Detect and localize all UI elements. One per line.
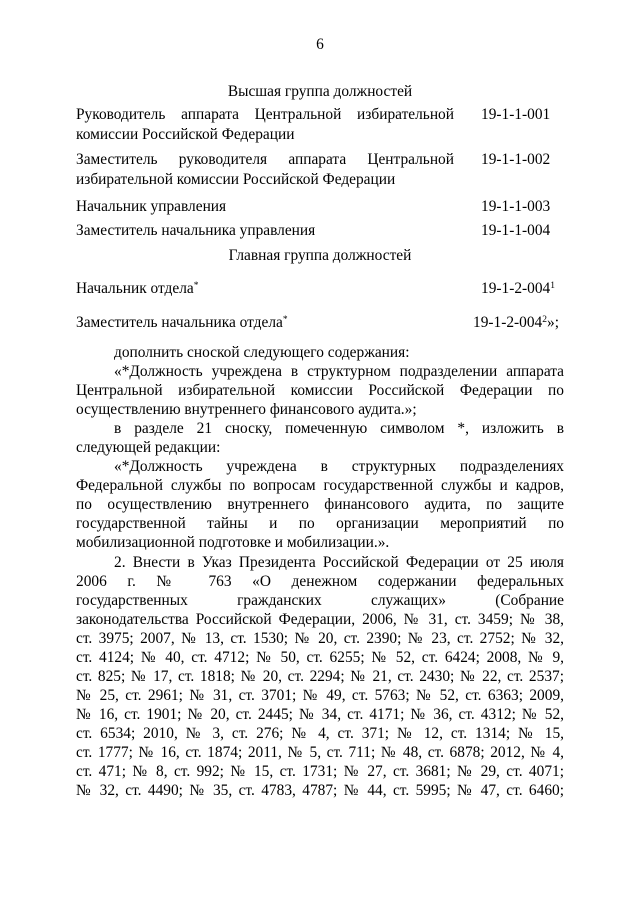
position-name: Заместитель начальника отдела — [76, 314, 283, 331]
page-number: 6 — [316, 36, 324, 53]
position-code-text: 19-1-2-004 — [481, 280, 551, 297]
position-name — [76, 105, 454, 145]
position-code — [473, 313, 559, 333]
position-code: 19-1-1-002 — [481, 151, 551, 168]
position-code-text: 19-1-2-004 — [473, 314, 543, 331]
position-code: 19-1-1-001 — [481, 106, 551, 123]
position-entry — [76, 279, 198, 299]
text-line: 2006 г. № 763 «О денежном содержании федеральных — [76, 572, 564, 590]
text-line: «*Должность учреждена в структурном подразделении аппарата — [114, 363, 564, 381]
text-line: следующей редакции: — [76, 439, 221, 457]
text-line: государственной тайны и по организации мероприятий по — [76, 515, 564, 533]
position-code: 19-1-1-004 — [481, 222, 551, 239]
text-line: 2. Внести в Указ Президента Российской Федерации от 25 июля — [114, 553, 564, 571]
paragraph — [76, 343, 564, 362]
text-line: «*Должность учреждена в структурных подразделениях — [114, 458, 564, 476]
position-name-line: Руководитель аппарата Центральной избирательной — [76, 106, 454, 123]
text-line: Федеральной службы по вопросам государственной службы и кадров, — [76, 477, 564, 495]
text-line: ст. 4124; № 40, ст. 4712; № 50, ст. 6255; № 52, ст. 6424; 2008, № 9, — [76, 648, 564, 666]
position-name — [76, 221, 454, 241]
footnote-mark: 2 — [542, 315, 547, 325]
text-line: ст. 471; № 8, ст. 992; № 15, ст. 1731; № 27, ст. 3681; № 29, ст. 4071; — [76, 763, 564, 781]
position-code: 19-1-1-003 — [481, 198, 551, 215]
position-entry — [76, 197, 454, 217]
position-name: Начальник отдела — [76, 280, 194, 297]
position-entry — [76, 221, 454, 241]
text-line: в разделе 21 сноску, помеченную символом *, изложить в — [114, 420, 564, 438]
text-line: мобилизационной подготовке и мобилизации.». — [76, 534, 390, 552]
text-line: № 32, ст. 4490; № 35, ст. 4783, 4787; № 44, ст. 5995; № 47, ст. 6460; — [76, 782, 564, 800]
paragraph — [76, 457, 564, 552]
position-entry — [76, 150, 454, 190]
text-line: по осуществлению внутреннего финансового аудита, по защите — [76, 496, 564, 514]
text-line: ст. 6534; 2010, № 3, ст. 276; № 4, ст. 371; № 12, ст. 1314; № 15, — [76, 724, 564, 742]
text-line: № 25, ст. 2961; № 31, ст. 3701; № 49, ст. 5763; № 52, ст. 6363; 2009, — [76, 686, 564, 704]
group-heading-highest: Высшая группа должностей — [227, 83, 413, 100]
position-name-line: избирательной комиссии Российской Федерации — [76, 171, 396, 188]
position-name-line: Начальник управления — [76, 198, 227, 215]
text-line: ст. 1777; № 16, ст. 1874; 2011, № 5, ст. 711; № 48, ст. 6878; 2012, № 4, — [76, 743, 564, 761]
text-line: Центральной избирательной комиссии Российской Федерации по — [76, 382, 564, 400]
position-name-line: Заместитель руководителя аппарата Центральной — [76, 151, 454, 168]
text-line: ст. 825; № 17, ст. 1818; № 20, ст. 2294; № 21, ст. 2430; № 22, ст. 2537; — [76, 667, 564, 685]
footnote-mark: 1 — [550, 281, 555, 291]
text-line: законодательства Российской Федерации, 2006, № 31, ст. 3459; № 38, — [76, 610, 564, 628]
position-code-suffix: »; — [547, 314, 559, 331]
group-heading-main: Главная группа должностей — [228, 247, 412, 264]
text-line: ст. 3975; 2007, № 13, ст. 1530; № 20, ст. 2390; № 23, ст. 2752; № 32, — [76, 629, 564, 647]
position-name-line: комиссии Российской Федерации — [76, 126, 295, 143]
position-entry — [76, 313, 288, 333]
paragraph — [76, 362, 564, 419]
position-entry — [76, 105, 454, 145]
position-name-line: Заместитель начальника управления — [76, 222, 316, 239]
position-name — [76, 150, 454, 190]
footnote-mark: * — [282, 315, 288, 325]
text-line: государственных гражданских служащих» (Собрание — [76, 591, 564, 609]
footnote-mark: * — [193, 281, 199, 291]
paragraph — [76, 419, 564, 457]
paragraph — [76, 553, 564, 801]
document-body — [76, 343, 564, 800]
position-code — [481, 279, 555, 299]
position-name — [76, 197, 454, 217]
text-line: № 16, ст. 1901; № 20, ст. 2445; № 34, ст. 4171; № 36, ст. 4312; № 52, — [76, 705, 564, 723]
text-line: осуществлению внутреннего финансового аудита.»; — [76, 401, 417, 419]
text-line: дополнить сноской следующего содержания: — [114, 344, 410, 361]
